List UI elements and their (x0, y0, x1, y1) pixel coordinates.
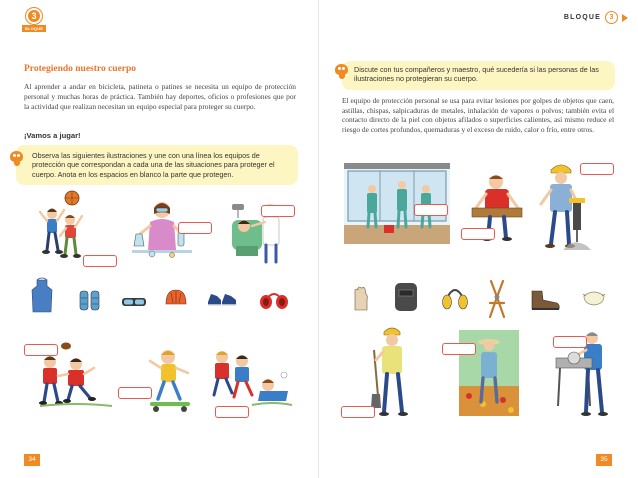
answer-box[interactable] (442, 343, 476, 355)
leather-glove-icon (352, 286, 370, 312)
ear-protectors-icon (442, 284, 468, 312)
section-title: Protegiendo nuestro cuerpo (24, 64, 137, 74)
safety-harness-icon (486, 279, 508, 319)
earmuffs-icon (259, 290, 289, 310)
apron-icon (31, 278, 53, 314)
bloque-badge (24, 8, 44, 34)
answer-box[interactable] (553, 336, 587, 348)
activity-title: ¡Vamos a jugar! (24, 131, 81, 140)
answer-box[interactable] (261, 205, 295, 217)
answer-box[interactable] (461, 228, 495, 240)
answer-box[interactable] (341, 406, 375, 418)
bloque-header-label: BLOQUE (563, 14, 601, 21)
answer-box[interactable] (414, 204, 448, 216)
discussion-callout (342, 61, 615, 90)
page-number-right: 35 (596, 454, 612, 466)
instruction-callout (16, 145, 298, 185)
shin-guards-icon (79, 290, 101, 312)
mascot-icon (335, 64, 348, 79)
answer-box[interactable] (118, 387, 152, 399)
helmet-icon (164, 288, 188, 308)
answer-box[interactable] (580, 163, 614, 175)
mascot-icon (10, 151, 23, 166)
work-boot-icon (529, 288, 561, 312)
dust-mask-icon (582, 290, 606, 306)
welding-mask-icon (394, 282, 418, 312)
body-paragraph: El equipo de protección personal se usa para evitar lesiones por golpes de objetos que caen, astillas, chispas, salpicaduras de metales, inhalación de vapores o polvos; también evita el contacto directo de la piel con objetos afilados o superficies calientes, así mismo reduce el riesgo de cortes profundos, quemaduras y el exceso de ruido, calor o frío, entre otros. (342, 96, 614, 134)
instruction-text: Observa las siguientes ilustraciones y une con una línea los equipos de protección que correspondan a cada una de las situaciones para proteger el cuerpo. Anota en los espacios en blanco la parte que protegen. (32, 151, 275, 179)
kids-running-illustration (208, 347, 294, 411)
construction-worker-shovel-illustration (370, 326, 418, 418)
answer-box[interactable] (24, 344, 58, 356)
arrow-right-icon (622, 14, 628, 22)
answer-box[interactable] (178, 222, 212, 234)
answer-box[interactable] (83, 255, 117, 267)
goggles-icon (121, 297, 147, 307)
bloque-header (564, 11, 628, 24)
bloque-number: 3 (26, 8, 42, 24)
page-number-left: 34 (24, 454, 40, 466)
bloque-label: BLOQUE (22, 25, 46, 32)
skateboard-kid-illustration (146, 347, 194, 415)
intro-paragraph: Al aprender a andar en bicicleta, patineta o patines se necesita un equipo de protección personal y muchas horas de práctica. También hay deportes, oficios o profesiones que por la actividad que realizan necesitan un equipo especial para proteger su cuerpo. (24, 82, 296, 111)
sneakers-icon (207, 290, 237, 308)
discussion-text: Discute con tus compañeros y maestro, qué sucedería si las personas de las ilustraciones no protegieran su cuerpo. (354, 65, 599, 84)
bloque-header-number: 3 (605, 11, 618, 24)
answer-box[interactable] (215, 406, 249, 418)
